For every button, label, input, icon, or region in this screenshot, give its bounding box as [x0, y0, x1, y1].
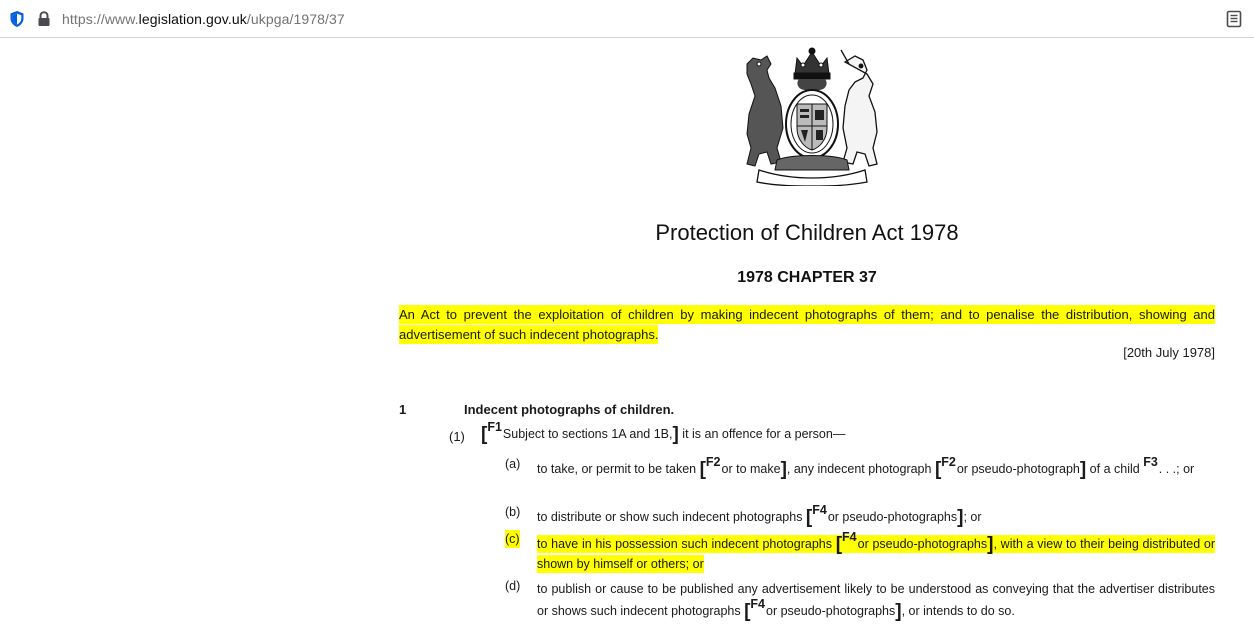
- item-label: (a): [505, 457, 521, 471]
- subsection-body: it is an offence for a person—: [678, 427, 846, 441]
- section-number: 1: [399, 402, 407, 417]
- footnote-ref-f4[interactable]: F4: [812, 503, 827, 517]
- item-text: [537, 505, 1215, 527]
- item-text: [537, 532, 1215, 574]
- amendment-bracket-open: [: [744, 601, 751, 622]
- inserted-text: or to make: [721, 462, 781, 476]
- amendment-bracket-open: [: [835, 534, 843, 555]
- lock-icon[interactable]: [37, 11, 51, 27]
- item-text-part: to have in his possession such indecent photographs: [537, 537, 836, 551]
- item-text-part: , any indecent photograph: [786, 462, 935, 476]
- item-text-part: of a child: [1086, 462, 1144, 476]
- inserted-text: or pseudo-photograph: [956, 462, 1080, 476]
- item-text-part: . . .; or: [1158, 462, 1195, 476]
- item-label-text: (c): [505, 532, 520, 546]
- url-host: legislation.gov.uk: [138, 11, 247, 27]
- royal-assent-date: [20th July 1978]: [1123, 345, 1215, 360]
- amendment-bracket-open: [: [805, 507, 813, 528]
- url-text[interactable]: [62, 11, 345, 27]
- amendment-bracket-open: [: [699, 459, 706, 480]
- amendment-bracket-close: ]: [895, 601, 902, 622]
- item-text-part: to distribute or show such indecent photographs: [537, 510, 806, 524]
- footnote-ref-f2[interactable]: F2: [705, 455, 721, 469]
- inserted-text: Subject to sections 1A and 1B,: [502, 427, 673, 441]
- item-text: [537, 579, 1215, 621]
- amendment-bracket-close: ]: [1079, 459, 1087, 480]
- royal-coat-of-arms-icon: [737, 44, 887, 186]
- amendment-bracket-open: [: [481, 424, 488, 445]
- item-text-part: ; or: [963, 510, 982, 524]
- footnote-ref-f1[interactable]: F1: [487, 420, 502, 434]
- footnote-ref-f4[interactable]: F4: [842, 530, 857, 544]
- inserted-text: or pseudo-photographs: [857, 537, 988, 551]
- footnote-ref-f2[interactable]: F2: [941, 455, 956, 469]
- item-label: [505, 532, 535, 546]
- long-title-highlighted-text: An Act to prevent the exploitation of children by making indecent photographs of them; and to penalise the distribution, showing and advertisement of such indecent photographs.: [399, 307, 1215, 342]
- footnote-ref-f4[interactable]: F4: [750, 597, 765, 611]
- inserted-text: or pseudo-photographs: [766, 604, 896, 618]
- item-label: (b): [505, 505, 521, 519]
- url-path: /ukpga/1978/37: [246, 11, 345, 27]
- amendment-bracket-close: ]: [987, 534, 994, 555]
- act-chapter: 1978 CHAPTER 37: [737, 269, 877, 286]
- act-title: Protection of Children Act 1978: [655, 220, 959, 245]
- item-text-part: to take, or permit to be taken: [537, 462, 700, 476]
- amendment-bracket-close: ]: [957, 507, 964, 528]
- item-text-part: to publish or cause to be published any advertisement likely to be understood as conveying that the advertiser distributes or shows such indecent photographs: [537, 582, 1215, 618]
- amendment-bracket-open: [: [934, 459, 942, 480]
- item-text-part: , or intends to do so.: [901, 604, 1015, 618]
- subsection-number: (1): [449, 429, 465, 444]
- address-bar[interactable]: [0, 0, 1254, 38]
- reader-view-icon[interactable]: [1226, 10, 1242, 28]
- item-text: [537, 457, 1215, 479]
- footnote-ref-f3[interactable]: F3: [1143, 455, 1158, 469]
- subsection-text: [481, 422, 1221, 445]
- highlighted-text: [537, 530, 1215, 573]
- section-heading: Indecent photographs of children.: [464, 402, 675, 417]
- item-label: (d): [505, 579, 521, 593]
- long-title: [399, 305, 1215, 345]
- amendment-bracket-close: ]: [780, 459, 787, 480]
- url-prefix: https://www.: [62, 11, 139, 27]
- amendment-bracket-close: ]: [672, 424, 679, 445]
- item-text-part: , with a view to their being distributed or shown by himself or others; or: [537, 537, 1215, 571]
- tracking-protection-shield-icon[interactable]: [9, 10, 25, 28]
- inserted-text: or pseudo-photographs: [827, 510, 958, 524]
